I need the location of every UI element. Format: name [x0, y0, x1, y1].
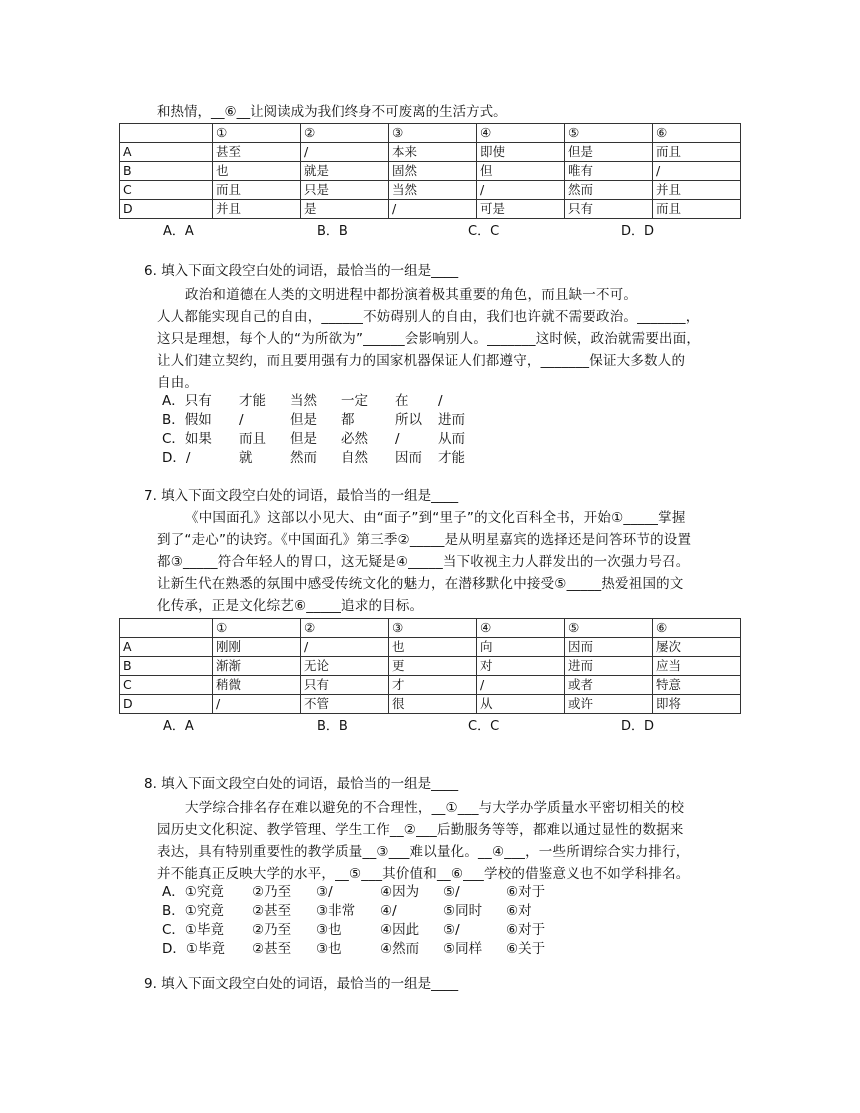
table-row: A 刚刚 / 也 向 因而 屡次: [120, 638, 741, 657]
answer-choice-a[interactable]: A．A: [163, 224, 194, 239]
table-row: A 甚至 / 本来 即使 但是 而且: [120, 143, 741, 162]
q5-tail-line: 和热情，__⑥__让阅读成为我们终身不可废离的生活方式。: [157, 104, 507, 120]
q8-option-c[interactable]: C．①毕竟 ②乃至 ③也 ④因此 ⑤/ ⑥对于: [162, 922, 546, 938]
q8-option-a[interactable]: A．①究竟 ②乃至 ③/ ④因为 ⑤/ ⑥对于: [162, 884, 546, 900]
q8-option-d[interactable]: D．①毕竟 ②甚至 ③也 ④然而 ⑤同样 ⑥关于: [162, 941, 546, 957]
q7-paragraph-line: 《中国面孔》这部以小见大、由“面子”到“里子”的文化百科全书，开始①_____掌握: [185, 510, 686, 526]
q7-paragraph-line: 化传承，正是文化综艺⑥_____追求的目标。: [157, 598, 424, 614]
answer-choice-c[interactable]: C．C: [468, 719, 500, 734]
answer-choice-b[interactable]: B．B: [317, 224, 348, 239]
q9-heading: 9. 填入下面文段空白处的词语，最恰当的一组是____: [144, 976, 459, 992]
q8-paragraph-line: 表达，具有特别重要性的教学质量__③___难以量化。__④___，一些所谓综合实力排行，: [157, 844, 690, 860]
answer-choice-d[interactable]: D．D: [621, 719, 655, 734]
table-header-row: ① ② ③ ④ ⑤ ⑥: [120, 124, 741, 143]
answer-choice-d[interactable]: D．D: [621, 224, 655, 239]
q6-heading: 6. 填入下面文段空白处的词语，最恰当的一组是____: [144, 263, 459, 279]
q5-answer-table: [119, 123, 741, 219]
q7-paragraph-line: 让新生代在熟悉的氛围中感受传统文化的魅力，在潜移默化中接受⑤_____热爱祖国的文: [157, 576, 684, 592]
q6-option-b[interactable]: B．假如 / 但是 都 所以 进而: [162, 412, 465, 428]
table-header-row: ① ② ③ ④ ⑤ ⑥: [120, 619, 741, 638]
q6-option-a[interactable]: A．只有 才能 当然 一定 在 /: [162, 393, 443, 409]
q6-paragraph-line: 自由。: [157, 375, 199, 391]
q7-answer-table: [119, 618, 741, 714]
table-row: C 稍微 只有 才 / 或者 特意: [120, 676, 741, 695]
answer-choice-b[interactable]: B．B: [317, 719, 348, 734]
q7-paragraph-line: 到了“走心”的诀窍。《中国面孔》第三季②_____是从明星嘉宾的选择还是问答环节的设置: [157, 532, 692, 548]
q7-paragraph-line: 都③_____符合年轻人的胃口，这无疑是④_____当下收视主力人群发出的一次强力号召。: [157, 554, 690, 570]
q6-paragraph-line: 政治和道德在人类的文明进程中都扮演着极其重要的角色，而且缺一不可。: [185, 287, 638, 303]
answer-choice-c[interactable]: C．C: [468, 224, 500, 239]
table-row: D / 不管 很 从 或许 即将: [120, 695, 741, 714]
answer-choice-a[interactable]: A．A: [163, 719, 194, 734]
table-row: B 渐渐 无论 更 对 进而 应当: [120, 657, 741, 676]
q6-option-c[interactable]: C．如果 而且 但是 必然 / 从而: [162, 431, 465, 447]
q6-option-d[interactable]: D．/ 就 然而 自然 因而 才能: [162, 450, 465, 466]
q7-heading: 7. 填入下面文段空白处的词语，最恰当的一组是____: [144, 488, 459, 504]
q6-paragraph-line: 让人们建立契约，而且要用强有力的国家机器保证人们都遵守，_______保证大多数人的: [157, 353, 686, 369]
q8-option-b[interactable]: B．①究竟 ②甚至 ③非常 ④/ ⑤同时 ⑥对: [162, 903, 532, 919]
q6-paragraph-line: 人人都能实现自己的自由，______不妨碍别人的自由，我们也许就不需要政治。_______，: [157, 309, 700, 325]
q6-paragraph-line: 这只是理想，每个人的“为所欲为”______会影响别人。_______这时候，政治就需要出面，: [157, 331, 701, 347]
q8-paragraph-line: 园历史文化积淀、教学管理、学生工作__②___后勤服务等等，都难以通过显性的数据来: [157, 822, 684, 838]
table-row: B 也 就是 固然 但 唯有 /: [120, 162, 741, 181]
q7-answer-choices: [0, 717, 860, 737]
table-row: D 并且 是 / 可是 只有 而且: [120, 200, 741, 219]
q5-answer-choices: [0, 222, 860, 242]
q8-paragraph-line: 并不能真正反映大学的水平，__⑤___其价值和__⑥___学校的借鉴意义也不如学科排名。: [157, 866, 690, 882]
q8-heading: 8. 填入下面文段空白处的词语，最恰当的一组是____: [144, 776, 459, 792]
table-row: C 而且 只是 当然 / 然而 并且: [120, 181, 741, 200]
q8-paragraph-line: 大学综合排名存在难以避免的不合理性，__①___与大学办学质量水平密切相关的校: [185, 800, 685, 816]
